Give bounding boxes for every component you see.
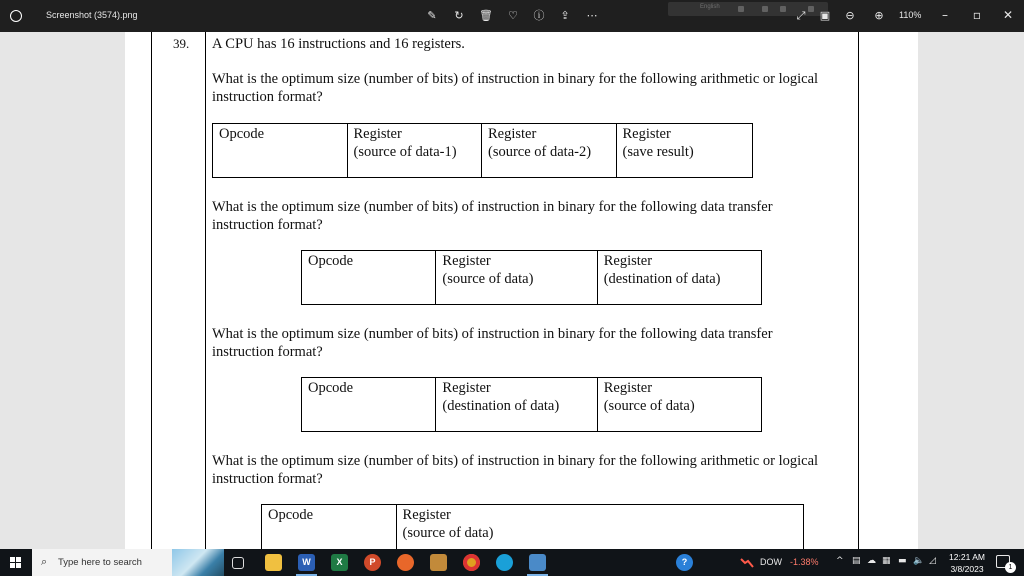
overlay-dot-icon <box>780 6 786 12</box>
overlay-dot-icon <box>762 6 768 12</box>
format-cell <box>598 378 761 431</box>
search-highlight-image <box>172 549 224 576</box>
wifi-icon[interactable]: ◿ <box>929 556 936 566</box>
overlay-dot-icon <box>808 6 814 12</box>
question-title: A CPU has 16 instructions and 16 registers. <box>212 36 465 52</box>
cell-line2: (source of data-1) <box>353 144 457 160</box>
restore-icon[interactable]: ▫ <box>972 8 982 22</box>
clock-time: 12:21 AM <box>949 552 985 562</box>
question-prompt: What is the optimum size (number of bits) of instruction in binary for the following arithmetic or logical instruction format? <box>212 71 819 105</box>
cell-line1: Register <box>603 253 653 269</box>
cell-line1: Register <box>402 507 451 523</box>
photos-icon[interactable] <box>430 554 447 571</box>
title-bar <box>0 0 1024 32</box>
powerpoint-icon[interactable]: P <box>364 554 381 571</box>
cell-line1: Register <box>603 380 653 396</box>
taskbar <box>0 549 1024 576</box>
photos-app-icon <box>10 10 22 22</box>
tray-app-icon[interactable]: ▤ <box>852 556 861 566</box>
format-cell <box>598 251 761 304</box>
cell-line1: Opcode <box>219 126 265 142</box>
cell-line1: Register <box>622 126 671 142</box>
fit-icon[interactable]: ▣ <box>819 9 831 22</box>
task-view-icon[interactable] <box>232 557 244 569</box>
cell-line2: (destination of data) <box>442 398 560 414</box>
firefox-icon[interactable] <box>397 554 414 571</box>
cell-line1: Opcode <box>268 507 314 523</box>
excel-icon[interactable]: X <box>331 554 348 571</box>
cell-line1: Register <box>353 126 402 142</box>
format-cell <box>302 251 436 304</box>
tray-app-icon[interactable]: ▦ <box>882 556 891 566</box>
photo-viewer-icon[interactable] <box>529 554 546 571</box>
help-icon[interactable]: ? <box>676 554 693 571</box>
cell-line1: Register <box>442 380 491 396</box>
search-icon: ⌕ <box>41 555 48 568</box>
cell-line1: Register <box>442 253 491 269</box>
table-border <box>151 32 152 549</box>
question-prompt: What is the optimum size (number of bits) of instruction in binary for the following data transfer instruction format? <box>212 326 773 360</box>
cell-line2: (source of data) <box>603 398 695 414</box>
cell-line1: Opcode <box>308 253 354 269</box>
question-prompt: What is the optimum size (number of bits) of instruction in binary for the following arithmetic or logical instruction format? <box>212 453 819 487</box>
taskbar-clock[interactable] <box>946 551 988 575</box>
overlay-language: English <box>700 4 720 10</box>
more-icon[interactable]: ⋯ <box>586 9 598 22</box>
close-icon[interactable]: ✕ <box>1002 8 1014 22</box>
instruction-format-table <box>261 504 804 549</box>
format-cell <box>262 505 397 549</box>
info-icon[interactable]: ⓘ <box>533 9 545 22</box>
question-number: 39. <box>173 36 190 51</box>
format-cell <box>482 124 617 177</box>
format-cell <box>617 124 753 177</box>
file-name: Screenshot (3574).png <box>46 10 138 20</box>
table-border <box>205 32 206 549</box>
cell-line2: (source of data) <box>402 525 494 541</box>
onedrive-icon[interactable]: ☁ <box>867 556 876 566</box>
zoom-level[interactable]: 110% <box>899 10 922 20</box>
cell-line2: (source of data-2) <box>488 144 592 160</box>
expand-icon[interactable]: ⤢ <box>796 9 806 22</box>
ticker-name[interactable]: DOW <box>760 557 782 567</box>
rotate-icon[interactable]: ↻ <box>454 9 464 22</box>
cell-line2: (destination of data) <box>603 271 721 287</box>
question-prompt: What is the optimum size (number of bits) of instruction in binary for the following data transfer instruction format? <box>212 199 773 233</box>
cell-line1: Opcode <box>308 380 354 396</box>
cell-line2: (save result) <box>622 144 694 160</box>
format-cell <box>397 505 803 549</box>
show-hidden-icons-icon[interactable]: ^ <box>836 556 844 566</box>
edit-image-icon[interactable]: ✎ <box>427 9 437 22</box>
word-icon[interactable]: W <box>298 554 315 571</box>
taskbar-search-box[interactable] <box>32 549 224 576</box>
minimize-icon[interactable]: – <box>942 8 948 22</box>
format-cell <box>213 124 348 177</box>
instruction-format-table <box>212 123 753 178</box>
chrome-icon[interactable] <box>463 554 480 571</box>
favorite-icon[interactable]: ♡ <box>508 9 518 22</box>
delete-icon[interactable]: 🗑 <box>479 9 493 22</box>
cell-line1: Register <box>488 126 537 142</box>
zoom-out-icon[interactable]: ⊖ <box>845 9 855 22</box>
zoom-in-icon[interactable]: ⊕ <box>874 9 884 22</box>
document-page <box>125 32 918 549</box>
format-cell <box>302 378 436 431</box>
stock-chart-icon[interactable] <box>740 556 754 568</box>
edge-icon[interactable] <box>496 554 513 571</box>
volume-icon[interactable]: 🔈 <box>913 556 925 566</box>
overlay-dot-icon <box>738 6 744 12</box>
image-viewer[interactable] <box>0 32 1024 549</box>
clock-date: 3/8/2023 <box>950 564 984 574</box>
instruction-format-table <box>301 250 762 305</box>
format-cell <box>348 124 483 177</box>
battery-icon[interactable]: ▬ <box>898 556 907 566</box>
format-cell <box>436 251 597 304</box>
file-explorer-icon[interactable] <box>265 554 282 571</box>
search-placeholder: Type here to search <box>58 557 142 568</box>
notification-badge: 1 <box>1005 562 1016 573</box>
cell-line2: (source of data) <box>442 271 534 287</box>
share-icon[interactable]: ⇪ <box>560 9 570 22</box>
table-border <box>858 32 859 549</box>
windows-start-icon[interactable] <box>10 557 21 568</box>
format-cell <box>436 378 597 431</box>
instruction-format-table <box>301 377 762 432</box>
ticker-change[interactable]: -1.38% <box>790 557 819 567</box>
